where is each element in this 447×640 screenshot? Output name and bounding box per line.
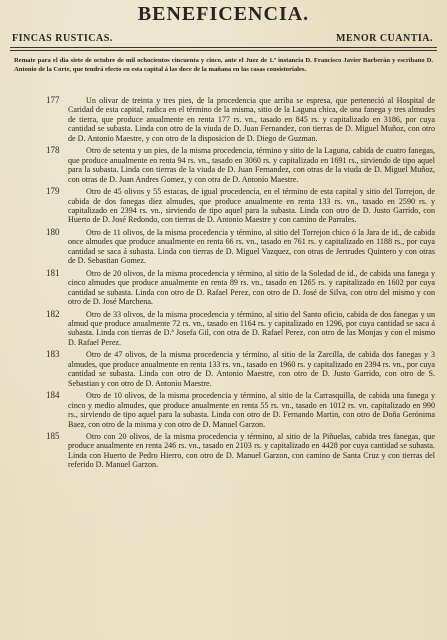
entry-text: Otro de setenta y un pies, de la misma procedencia, término y sitio de la Laguna, cabida de cuatro fanegas, que produce anualmente en renta 94 rs. vn., tasado en 3060 rs. y capitalizado en 1691 rs., sirviendo de tipo aquel para la subasta. Linda con tierras de la viuda de D. Juan Fernandez, con otras de la viuda de D. Miguel Muñoz, con otras de D. Juan Andres Gomez, y con otra de D. Antonio Maestre. bbox=[68, 146, 435, 184]
entry-item bbox=[8, 228, 435, 266]
auction-notice: Remate para el dia siete de octubre de mil ochocientos cincuenta y cinco, ante el Juez de 1.ª instancia D. Francisco Javier Barberán y escribano D. Antonio de la Corte, que tendrá efecto en esta capital á las doce de la mañana en las casas consistoriales. bbox=[14, 57, 433, 73]
entry-number: 178 bbox=[46, 145, 60, 156]
entry-item bbox=[8, 391, 435, 429]
entry-item bbox=[8, 146, 435, 184]
section-label-right: MENOR CUANTIA. bbox=[336, 33, 433, 44]
entry-number: 182 bbox=[46, 308, 60, 319]
entry-number: 181 bbox=[46, 267, 60, 278]
entries-list bbox=[8, 96, 435, 473]
entry-number: 180 bbox=[46, 226, 60, 237]
page-title: BENEFICENCIA. bbox=[137, 3, 310, 25]
entry-item bbox=[8, 432, 435, 470]
entry-text: Otro de 20 olivos, de la misma procedencia y término, al sitio de la Soledad de id., de cabida una fanega y cinco almudes que produce anualmente en renta 89 rs. vn., tasado en 1265 rs. y capitalizado en 1602 por cuya cantidad se subasta. Linda con otro de D. Rafael Perez, con otro de D. José de Silva, con otro del mismo y con otro de D. José Marchena. bbox=[68, 268, 435, 307]
entry-text: Otro de 11 olivos, de la misma procedencia y término, al sitio del Torrejon chico ó la Jara de id., de cabida once almudes que produce anualmente en renta 66 rs. vn., tasado en 761 rs. y capitalizado en 1188 rs., por cuya cantidad se saca á subasta. Linda con tierras de D. Miguel Vazquez, con otras de Jertrudes Quintero y con otras de D. Sebastian Gomez. bbox=[68, 227, 435, 266]
entry-item bbox=[8, 310, 435, 348]
entry-number: 184 bbox=[46, 390, 60, 401]
entry-text: Otro con 20 olivos, de la misma procedencia y término, al sitio de la Piñuelas, cabida tres fanegas, que produce anualmente en renta 246 rs. vn., tasado en 2103 rs. y capitalizado en 4428 por cuya cantidad se subasta. Linda con Huerto de Pedro Hierro, con otro de D. Manuel Garzon, con camino de Santa Cruz y con tierras del referido D. Manuel Garzon. bbox=[68, 431, 435, 470]
entry-number: 179 bbox=[46, 186, 60, 197]
entry-item bbox=[8, 187, 435, 225]
entry-text: Otro de 47 olivos, de la misma procedencia y término, al sitio de la Zarcilla, de cabida dos fanegas y 3 almudes, que produce anualmente en renta 133 rs. vn., tasado en 1960 rs. y capitalizado en 2394 rs. vn., por cuya cantidad se subasta. Linda con otro de D. Antonio Maestre, con otro de D. Justo Garrido, con otro de S. Sebastian y con otro de D. Antonio Maestre. bbox=[68, 350, 435, 388]
header-rule bbox=[10, 47, 437, 48]
entry-number: 185 bbox=[46, 430, 60, 441]
entry-item bbox=[8, 269, 435, 307]
entry-text: Otro de 33 olivos, de la misma procedencia y término, al sitio del Santo oficio, cabida de dos fanegas y un almud que produce anualmente 72 rs. vn., tasado en 1164 rs. y capitalizado en 1296, por cuya cantidad se saca á subasta. Linda con tierras de D.ª Josefa Gil, con otra de D. Rafael Perez, con otro de las Monjas y con el mismo D. Rafael Perez. bbox=[68, 309, 435, 347]
entry-item bbox=[8, 96, 435, 143]
entry-text: Un olivar de treinta y tres pies, de la procedencia que arriba se espresa, que perteneció al Hospital de Caridad de esta capital, radica en el término de la misma, sitio de la Laguna chica, de una fanega y tres almudes de tierra, que produce anualmente en renta 177 rs. vn., tasado en 845 rs. y capitalizado en 3186, por cuya cantidad se subasta. Linda con otro de la viuda de D. Juan Fernandez, con tierras de D. Miguel Muñoz, con otro de D. Antonio Maestre, y con otro de la disposicion de D. Diego de Guzman. bbox=[68, 96, 435, 143]
entry-number: 183 bbox=[46, 349, 60, 360]
section-label-left: FINCAS RUSTICAS. bbox=[12, 33, 113, 44]
entry-item bbox=[8, 350, 435, 388]
entry-number: 177 bbox=[46, 95, 60, 105]
header-rule-thin bbox=[10, 50, 437, 51]
entry-text: Otro de 10 olivos, de la misma procedencia y término, al sitio de la Carrasquilla, de cabida una fanega y cinco y medio almudes, que produce anualmente en renta 55 rs. vn., tasado en 1012 rs. vn. capitalizado en 990 rs., sirviendo de tipo aquel para la subasta. Linda con otro de D. Fernando Martin, con otro de Doña Gerónima Baez, con otro de la misma y con otro de D. Manuel Garzon. bbox=[68, 391, 435, 429]
entry-text: Otro de 45 olivos y 55 estacas, de igual procedencia, en el término de esta capital y sitio del Torrejon, de cabida de dos fanegas diez almudes, que produce anualmente en renta 133 rs. vn., tasado en 2590 rs. y capitalizado en 2394 rs. vn., sirviendo de tipo aquel para la subasta. Linda con otro de D. Justo Garrido, con Huerto de D. José Redondo, con tierras de D. Antonio Maestre y con camino de Parrales. bbox=[68, 187, 435, 225]
